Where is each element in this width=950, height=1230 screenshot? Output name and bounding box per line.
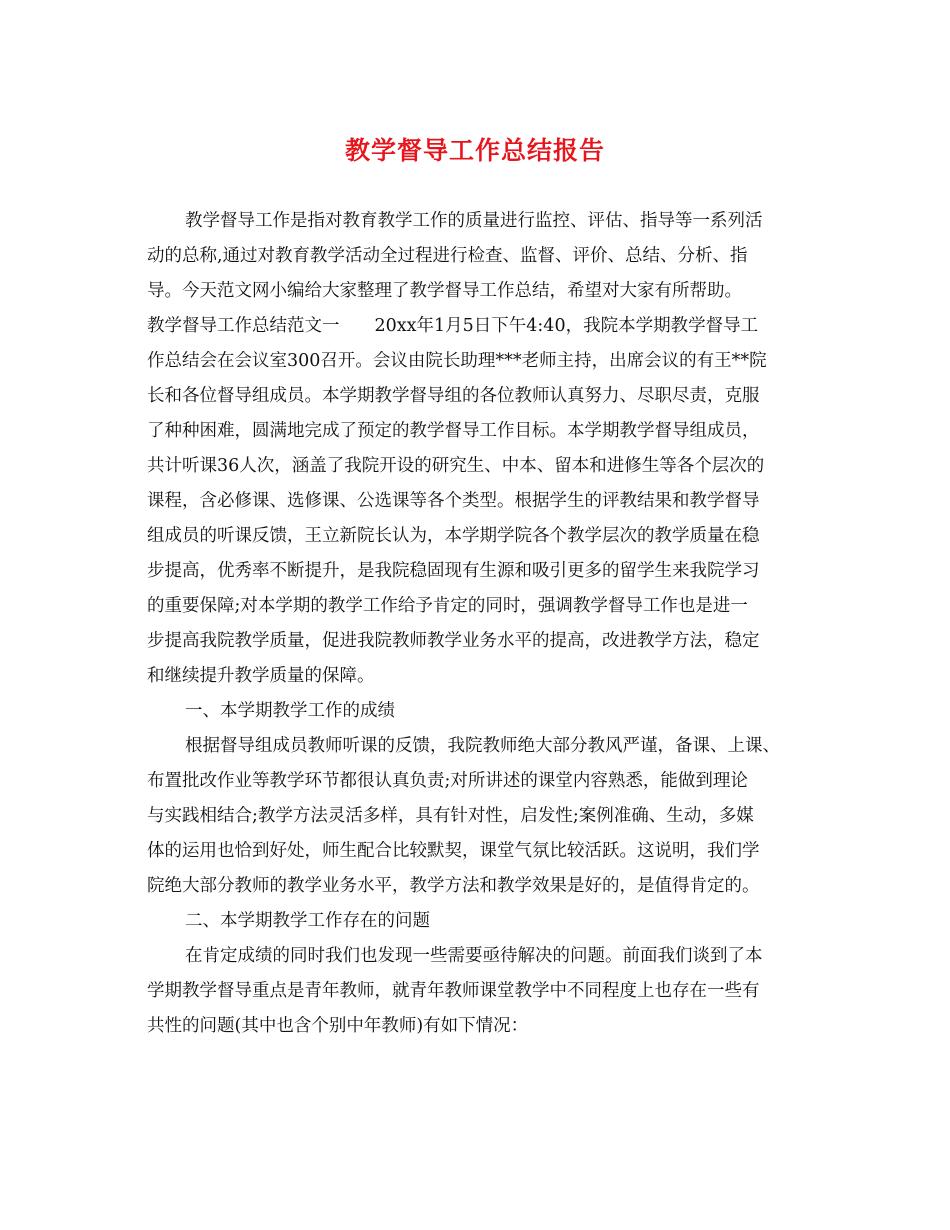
body-line: 步提高我院教学质量，促进我院教师教学业务水平的提高，改进教学方法，稳定 [147, 631, 760, 651]
body-line: 长和各位督导组成员。本学期教学督导组的各位教师认真努力、尽职尽责，克服 [147, 386, 760, 406]
body-line: 根据督导组成员教师听课的反馈，我院教师绝大部分教风严谨，备课、上课、 [185, 736, 780, 756]
body-line: 教学督导工作是指对教育教学工作的质量进行监控、评估、指导等一系列活 [185, 211, 763, 231]
body-line: 组成员的听课反馈，王立新院长认为，本学期学院各个教学层次的教学质量在稳 [147, 526, 760, 546]
section-heading: 二、本学期教学工作存在的问题 [185, 911, 430, 931]
body-line: 动的总称,通过对教育教学活动全过程进行检查、监督、评价、总结、分析、指 [147, 246, 748, 266]
body-line: 布置批改作业等教学环节都很认真负责;对所讲述的课堂内容熟悉，能做到理论 [147, 771, 748, 791]
section-heading: 一、本学期教学工作的成绩 [185, 701, 395, 721]
body-line: 体的运用也恰到好处，师生配合比较默契，课堂气氛比较活跃。这说明，我们学 [147, 841, 760, 861]
body-line: 在肯定成绩的同时我们也发现一些需要亟待解决的问题。前面我们谈到了本 [185, 946, 763, 966]
body-line: 与实践相结合;教学方法灵活多样，具有针对性，启发性;案例准确、生动，多媒 [147, 806, 754, 826]
body-line: 共计听课36人次，涵盖了我院开设的研究生、中本、留本和进修生等各个层次的 [147, 456, 765, 476]
body-line: 课程，含必修课、选修课、公选课等各个类型。根据学生的评教结果和教学督导 [147, 491, 760, 511]
body-line: 导。今天范文网小编给大家整理了教学督导工作总结，希望对大家有所帮助。 [147, 281, 742, 301]
body-line: 作总结会在会议室300召开。会议由院长助理***老师主持，出席会议的有王**院 [147, 351, 767, 371]
body-line: 和继续提升教学质量的保障。 [147, 666, 375, 686]
body-line: 院绝大部分教师的教学业务水平，教学方法和教学效果是好的，是值得肯定的。 [147, 876, 760, 896]
body-line: 共性的问题(其中也含个别中年教师)有如下情况： [147, 1016, 529, 1036]
body-line: 教学督导工作总结范文一 20xx年1月5日下午4:40，我院本学期教学督导工 [147, 316, 759, 336]
body-line: 学期教学督导重点是青年教师，就青年教师课堂教学中不同程度上也存在一些有 [147, 981, 760, 1001]
document-title: 教学督导工作总结报告 [344, 136, 605, 165]
body-line: 的重要保障;对本学期的教学工作给予肯定的同时，强调教学督导工作也是进一 [147, 596, 748, 616]
body-line: 了种种困难，圆满地完成了预定的教学督导工作目标。本学期教学督导组成员， [147, 421, 760, 441]
body-line: 步提高，优秀率不断提升，是我院稳固现有生源和吸引更多的留学生来我院学习 [147, 561, 760, 581]
